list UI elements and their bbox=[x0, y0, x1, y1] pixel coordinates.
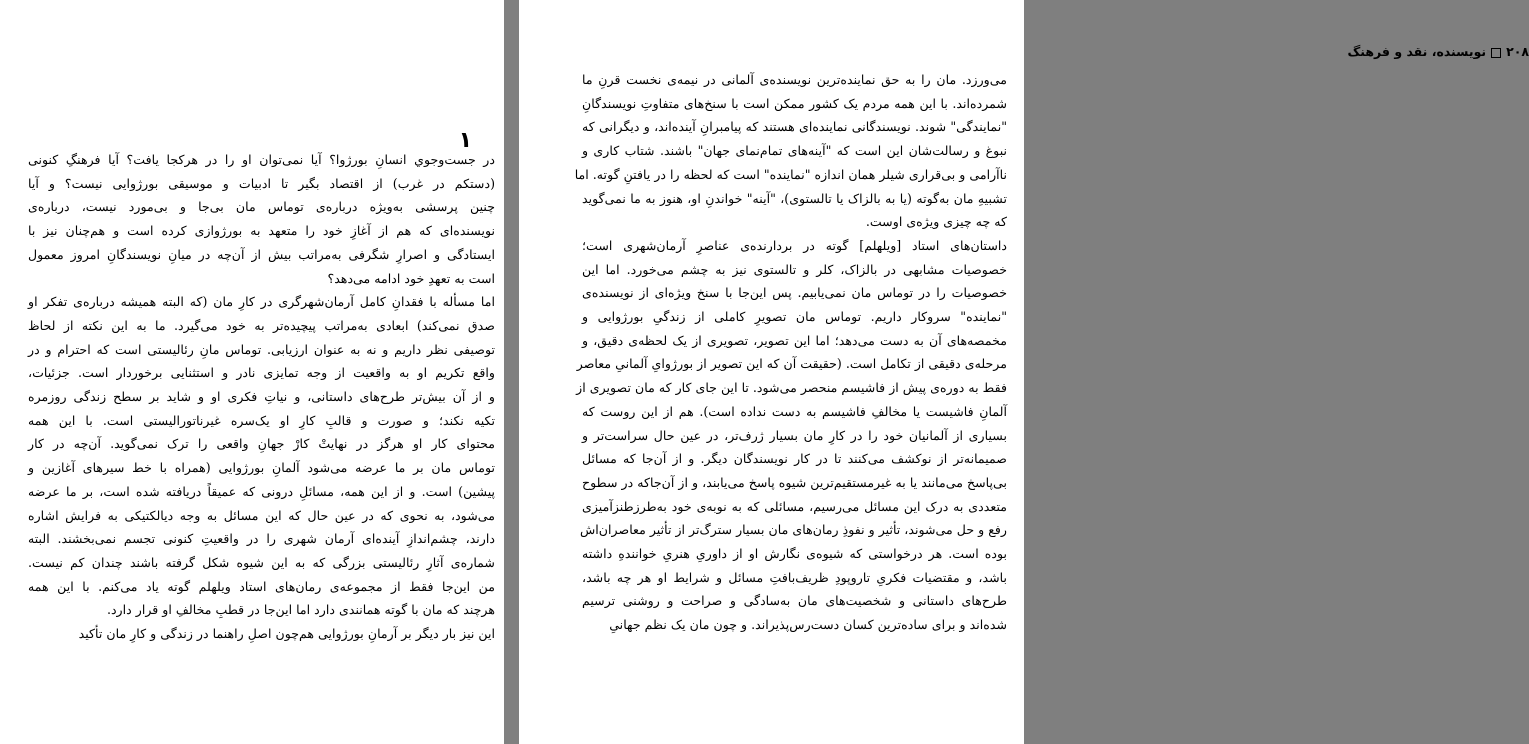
right-page-body bbox=[574, 68, 1007, 637]
text-line: ایستادگی و اصرارِ شگرفی به‌مراتب بیش از آن‌چه در میانِ نویسندگانِ امروز معمول bbox=[28, 246, 495, 262]
text-line: شماره‌ی آثارِ رئالیستی بزرگی که به این شیوه شکل گرفته باشند چندان کم نیست. bbox=[28, 554, 495, 570]
text-line: واقع تکریم او به واقعیت از وجه تمایزی نادر و استثنایی برخوردار است. جزئیات، bbox=[28, 365, 495, 381]
text-line: که چه چیزی ویژه‌ی اوست. bbox=[865, 214, 1007, 230]
text-line: داستان‌های استاد [ویلهلم] گوته در بردارنده‌ی عناصرِ آرمان‌شهری است؛ bbox=[582, 237, 1007, 253]
text-line: خصوصیات را در توماس مان نمی‌یابیم. پس این‌جا با سنخ ویژه‌ای از نویسنده‌ی bbox=[582, 285, 1007, 301]
text-line: صمیمانه‌تر از نوکشف می‌کنند تا در کار نویسندگان دیگر. و از آن‌جا که مسائل bbox=[582, 451, 1007, 467]
text-line: محتوای کار او هرگز در نهایتْ کارْ جهانِ واقعی را ترک نمی‌گوید. آن‌چه در کار bbox=[28, 436, 495, 452]
text-line: می‌شود، به نحوی که در عین حال که این مسائل به وجه دیالکتیکی به فرایش اشاره bbox=[28, 507, 495, 523]
text-line: در جست‌وجوي انسانِ بورژوا؟ آیا نمی‌توان او را در هرکجا یافت؟ آیا فرهنگِ کنونی bbox=[28, 152, 495, 167]
text-line: فقط به دوره‌ی پیش از فاشیسم منحصر می‌شود. تا این جای کار که مان تصویری از bbox=[576, 380, 1007, 396]
text-line: مرحله‌ی دقیقی از تکامل است. (حقیقت آن که این تصویر از بورژوایِ آلمانیِ معاصر bbox=[576, 356, 1007, 372]
text-line: می‌ورزد. مان را به حق نماینده‌ترین نویسنده‌ی آلمانی در نیمه‌ی نخست قرنِ ما bbox=[582, 72, 1007, 87]
text-line: نویسنده‌ای که هم از آغازِ خود را متعهد به بورژوازی کرده است و هم‌چنان نیز با bbox=[28, 223, 495, 239]
text-line: مخمصه‌های آن به دست می‌دهد؛ اما این تصویر، تصویری از یک لحظه‌ی دقیق، و bbox=[582, 332, 1007, 348]
text-line: هرچند که مان با گوته همانندی دارد اما این‌جا در قطبِ مخالفِ او قرار دارد. bbox=[106, 602, 495, 618]
text-line: خصوصیات مشابهی در بالزاک، کلر و تالستوی نیز به چشم می‌خورد. اما این bbox=[582, 261, 1007, 277]
text-line: آلمانِ فاشیست یا مخالفِ فاشیسم به دست نداده است). هم از این روست که bbox=[582, 403, 1007, 419]
chapter-number: ۱ bbox=[458, 128, 472, 153]
text-line: بوده است. هر درخواستی که شیوه‌ی نگارش او از داوریِ هنریِ خوانندهِ داشته bbox=[582, 546, 1007, 562]
text-line: توصیفی نظر داریم و نه به عنوان ارزیابی. توماس مانِ رئالیستی است که احترام و در bbox=[28, 341, 495, 357]
text-line: توماس مان بر ما عرضه می‌شود آلمانِ بورژوایی (همراه با خط سیرهای آغازین و bbox=[28, 460, 495, 476]
text-line: تشبیهِ مان به‌گوته (یا به بالزاک یا تالستوی)، "آینه" خواندنِ او، هنوز به ما نمی‌گوید bbox=[582, 190, 1007, 206]
text-line: متعددی به درک این مسائل می‌رسیم، مسائلی که به نوبه‌ی خود به‌طرزطنزآمیزی bbox=[582, 498, 1007, 514]
running-header-title: نویسنده، نقد و فرهنگ bbox=[1347, 44, 1487, 59]
text-line: ناآرامی و بی‌قراری شیلر همان اندازه "نماینده" است که لحظه را در یافتنِ گوته. اما bbox=[574, 166, 1007, 182]
page-number: ۲۰۸ bbox=[1506, 44, 1529, 59]
text-line: طرح‌های داستانی و شخصیت‌های مان به‌سادگی و صراحت و روشنی ترسیم bbox=[582, 593, 1007, 609]
text-line: نبوغ و رسالت‌شان این است که "آینه‌های تمام‌نمای جهان" باشند. شتاب کاری و bbox=[582, 143, 1007, 159]
text-line: چنین پرسشی به‌ویژه درباره‌ی توماس مان بی‌جا و بی‌مورد نیست، درباره‌ی bbox=[28, 199, 495, 215]
text-line: این نیز بار دیگر بر آرمانِ بورژوایی هم‌چون اصلِ راهنما در زندگی و کارِ مان تأکید bbox=[78, 626, 495, 642]
text-line: شمرده‌اند. با این همه مردم یک کشور ممکن است با سنخ‌های متفاوتِ نویسندگانِ bbox=[582, 95, 1007, 111]
text-line: بی‌پاسخ می‌مانند یا به غیرمستقیم‌ترین شیوه پاسخ می‌یابند، و از آن‌جاکه در سطوح bbox=[582, 474, 1007, 490]
text-line: بسیاری از آلمانیان خود را در کارِ مان بسیار ژرف‌تر، در عین حال سراست‌تر و bbox=[582, 427, 1007, 443]
text-line: باشد، و مقتضیات فکریِ تاروپودِ ظریف‌بافتِ مسائل و شرایط او هر چه باشد، bbox=[582, 569, 1007, 585]
left-page-body bbox=[28, 148, 495, 646]
page-gutter bbox=[504, 0, 519, 744]
text-line: رفع و حل می‌شوند، تأثیر و نفوذِ رمان‌های مان بسیار سترگ‌تر از تأثیر معاصران‌اش bbox=[579, 522, 1007, 538]
text-line: است به تعهدِ خود ادامه می‌دهد؟ bbox=[327, 270, 495, 286]
text-line: و از آن بیش‌تر طرح‌های داستانی، و نیاتِ فکری او و شاید بر سطح زندگی روزمره bbox=[28, 389, 495, 405]
text-line: پیشین) است. و از این همه، مسائلِ درونی که عمیقاً دریافته شده است، بر ما عرضه bbox=[28, 483, 495, 499]
text-line: (دستکم در غرب) از اقتصاد بگیر تا ادبیات و موسیقی بورژوایی نیست؟ و آیا bbox=[28, 175, 495, 191]
running-header bbox=[1339, 44, 1529, 59]
text-line: شده‌اند و برای ساده‌ترین کسان دست‌رس‌پذیراند. و چون مان یک نظم جهانیِ bbox=[609, 617, 1007, 633]
text-line: "نماینده" سروکار داریم. توماس مان تصویرِ کاملی از زندگیِ بورژوایی و bbox=[582, 309, 1007, 325]
text-line: صدق نمی‌کند) ابعادی به‌مراتب پیچیده‌تر به خود می‌گیرد. ما به این نکته از لحاظ bbox=[28, 317, 495, 333]
text-line: دارند، چشم‌اندازِ آینده‌ای آرمان شهری را در واقعیتِ کنونی تجسم نمی‌بخشند. البته bbox=[28, 531, 495, 547]
text-line: اما مسأله با فقدانِ کامل آرمان‌شهرگری در کارِ مان (که البته همیشه درباره‌ی تفکر او bbox=[28, 294, 495, 310]
text-line: تکیه نکند؛ و صورت و قالبِ کارِ او یک‌سره غیرناتورالیستی است. با این همه bbox=[28, 412, 495, 428]
text-line: من این‌جا فقط از مجموعه‌ی رمان‌های استاد ویلهلم گوته یاد می‌کنم. با این همه bbox=[28, 578, 495, 594]
square-separator-icon bbox=[1491, 48, 1501, 58]
text-line: "نمایندگی" شوند. نویسندگانی نماینده‌ای هستند که پیامبرانِ آینده‌اند، و دیگرانی که bbox=[582, 119, 1007, 135]
